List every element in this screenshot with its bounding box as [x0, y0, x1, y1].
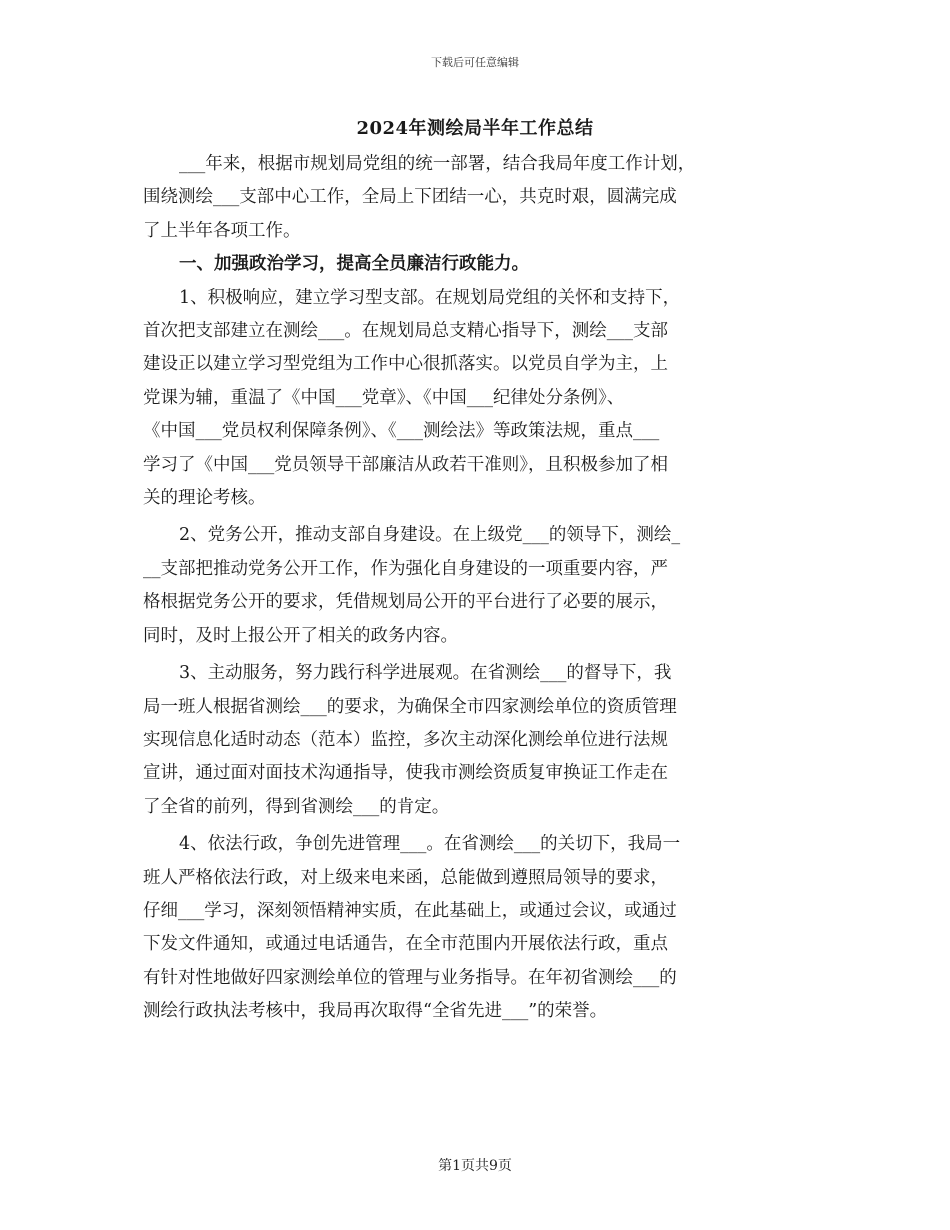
document-title: 2024年测绘局半年工作总结 — [356, 118, 594, 139]
paragraph-line: 同时，及时上报公开了相关的政务内容。 — [143, 625, 458, 646]
paragraph-line: 围绕测绘___支部中心工作，全局上下团结一心，共克时艰，圆满完成 — [143, 187, 677, 208]
paragraph-line: 班人严格依法行政，对上级来电来函，总能做到遵照局领导的要求， — [143, 867, 668, 888]
header-note: 下载后可任意编辑 — [431, 56, 519, 69]
paragraph-line: 3、主动服务，努力践行科学进展观。在省测绘___的督导下，我 — [179, 663, 672, 684]
intro-paragraph — [143, 148, 811, 248]
paragraph-line: 仔细___学习，深刻领悟精神实质，在此基础上，或通过会议，或通过 — [143, 900, 677, 921]
paragraph-line: 首次把支部建立在测绘___。在规划局总支精心指导下，测绘___支部 — [143, 321, 668, 342]
paragraph-line: 了上半年各项工作。 — [143, 220, 301, 241]
paragraph-line: 1、积极响应，建立学习型支部。在规划局党组的关怀和支持下， — [179, 287, 681, 308]
paragraph-line: ___年来，根据市规划局党组的统一部署，结合我局年度工作计划， — [179, 154, 696, 174]
paragraph-line: 有针对性地做好四家测绘单位的管理与业务指导。在年初省测绘___的 — [143, 967, 677, 988]
document-body — [143, 148, 811, 1029]
paragraph-line: __支部把推动党务公开工作，作为强化自身建设的一项重要内容，严 — [143, 558, 668, 579]
section-heading: 一、加强政治学习，提高全员廉洁行政能力。 — [179, 254, 529, 275]
page-footer: 第1页共9页 — [438, 1158, 512, 1174]
paragraph-line: 宣讲，通过面对面技术沟通指导，使我市测绘资质复审换证工作走在 — [143, 763, 668, 784]
paragraph-item-1 — [143, 282, 811, 516]
paragraph-line: 2、党务公开，推动支部自身建设。在上级党___的领导下，测绘_ — [179, 525, 681, 546]
paragraph-line: 实现信息化适时动态（范本）监控，多次主动深化测绘单位进行法规 — [143, 729, 668, 750]
paragraph-item-3 — [143, 657, 811, 824]
paragraph-line: 建设正以建立学习型党组为工作中心很抓落实。以党员自学为主，上 — [143, 354, 668, 375]
paragraph-item-4 — [143, 828, 811, 1028]
paragraph-line: 学习了《中国___党员领导干部廉洁从政若干准则》，且积极参加了相 — [143, 454, 668, 475]
paragraph-line: 《中国___党员权利保障条例》、《___测绘法》等政策法规，重点___ — [143, 421, 660, 442]
paragraph-line: 测绘行政执法考核中，我局再次取得“全省先进___”的荣誉。 — [143, 1001, 608, 1022]
paragraph-line: 党课为辅，重温了《中国___党章》、《中国___纪律处分条例》、 — [143, 387, 625, 408]
paragraph-line: 4、依法行政，争创先进管理___。在省测绘___的关切下，我局一 — [179, 834, 681, 855]
paragraph-line: 格根据党务公开的要求，凭借规划局公开的平台进行了必要的展示， — [143, 592, 668, 613]
paragraph-line: 了全省的前列，得到省测绘___的肯定。 — [143, 796, 450, 817]
paragraph-line: 下发文件通知，或通过电话通告，在全市范围内开展依法行政，重点 — [143, 934, 668, 955]
paragraph-line: 关的理论考核。 — [143, 488, 266, 509]
paragraph-line: 局一班人根据省测绘___的要求，为确保全市四家测绘单位的资质管理 — [143, 696, 677, 717]
paragraph-item-2 — [143, 519, 811, 653]
